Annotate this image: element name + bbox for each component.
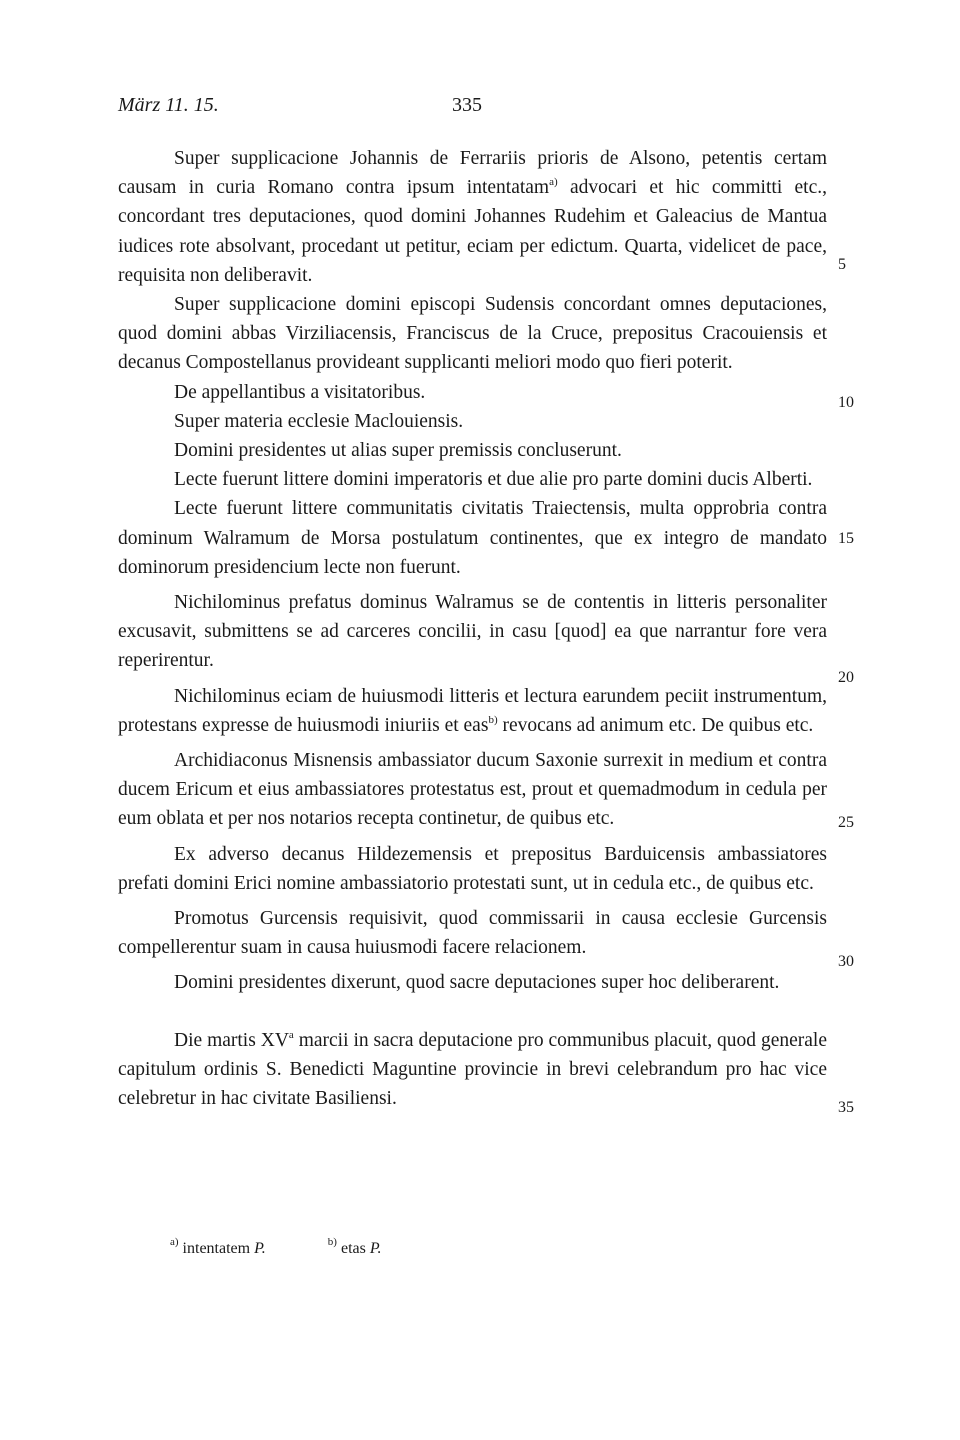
line-number: 5 — [838, 256, 846, 273]
paragraph-1 — [118, 144, 827, 290]
main-text — [118, 144, 827, 1113]
paragraph-13: Domini presidentes dixerunt, quod sacre deputaciones super hoc deliberarent. — [174, 972, 780, 994]
paragraph-14 — [118, 1026, 827, 1114]
line-number: 30 — [838, 953, 854, 970]
line-number: 20 — [838, 669, 854, 686]
line-number: 35 — [838, 1099, 854, 1116]
paragraph-11: Ex adverso decanus Hildezemensis et prepositus Barduicensis ambassiatores prefati domini Erici nomine ambassiatorio protestati sunt, ut in cedula etc., de quibus etc. — [118, 843, 827, 894]
paragraph-7: Lecte fuerunt littere communitatis civitatis Traiectensis, multa opprobria contra dominum Walramum de Morsa postulatum continentes, que ex integro de mandato dominorum presidencium lecte non fuerunt. — [118, 498, 827, 578]
paragraph-10: Archidiaconus Misnensis ambassiator ducum Saxonie surrexit in medium et contra ducem Ericum et eius ambassiatores protestatus est, prout et quemadmodum in cedula per eum oblata et per nos notarios recepta continetur, de quibus etc. — [118, 750, 827, 830]
paragraph-text: Nichilominus eciam de huiusmodi litteris et lectura earundem peciit instrumentum, protestans expresse de huiusmodi iniuriis et eas — [118, 685, 827, 736]
paragraph-3: De appellantibus a visitatoribus. — [174, 381, 426, 403]
paragraph-text: marcii in sacra deputacione pro communibus placuit, quod generale capitulum ordinis S. Benedicti Maguntine provincie in brevi celebrandum pro hac vice celebretur in hac civitate Basiliensi. — [118, 1029, 827, 1110]
paragraph-5: Domini presidentes ut alias super premissis concluserunt. — [174, 440, 622, 462]
paragraph-8: Nichilominus prefatus dominus Walramus se de contentis in litteris personaliter excusavit, submittens se ad carceres concilii, in casu [quod] ea que narrantur fore vera reperirentur. — [118, 592, 827, 672]
footnote-ref-a: a) — [549, 176, 558, 189]
paragraph-text: revocans ad animum etc. De quibus etc. — [497, 714, 814, 736]
footnote-source: P. — [369, 1240, 382, 1257]
footnotes — [170, 1236, 770, 1258]
footnote-reading: intentatem — [182, 1240, 251, 1257]
footnote-mark: a) — [170, 1236, 179, 1248]
line-number: 25 — [838, 814, 854, 831]
ordinal-superscript: a — [288, 1028, 294, 1041]
footnote-ref-b: b) — [488, 713, 498, 726]
footnote-mark: b) — [327, 1236, 337, 1248]
paragraph-text: Die martis XV — [174, 1029, 289, 1051]
line-number: 15 — [838, 530, 854, 547]
header-date: März 11. 15. — [118, 94, 219, 116]
footnote-a — [170, 1236, 266, 1258]
footnote-reading: etas — [340, 1240, 366, 1257]
paragraph-6: Lecte fuerunt littere domini imperatoris et due alie pro parte domini ducis Alberti. — [174, 469, 813, 491]
paragraph-2: Super supplicacione domini episcopi Sudensis concordant omnes deputaciones, quod domini abbas Virziliacensis, Franciscus de la Cruce, prepositus Cracouiensis et decanus Compostellanus provideant supplicanti meliori modo quo fieri poterit. — [118, 294, 827, 374]
paragraph-4: Super materia ecclesie Maclouiensis. — [174, 410, 464, 432]
paragraph-12: Promotus Gurcensis requisivit, quod commissarii in causa ecclesie Gurcensis compellerentur suam in causa huiusmodi facere relacionem. — [118, 908, 827, 959]
running-header — [118, 94, 828, 122]
paragraph-9 — [118, 682, 827, 740]
footnote-b — [327, 1236, 382, 1258]
paragraph-text: advocari et hic committi etc., concordant tres deputaciones, quod domini Johannes Rudehim et Galeacius de Mantua iudices rote absolvant, procedant ut petitur, eciam per edictum. Quarta, videlicet de pace, requisita non deliberavit. — [118, 177, 827, 286]
paragraph-text: Super supplicacione Johannis de Ferrariis prioris de Alsono, petentis certam causam in curia Romano contra ipsum intentatam — [118, 148, 827, 199]
page-number: 335 — [452, 94, 482, 116]
footnote-source: P. — [254, 1240, 266, 1257]
line-number: 10 — [838, 394, 854, 411]
